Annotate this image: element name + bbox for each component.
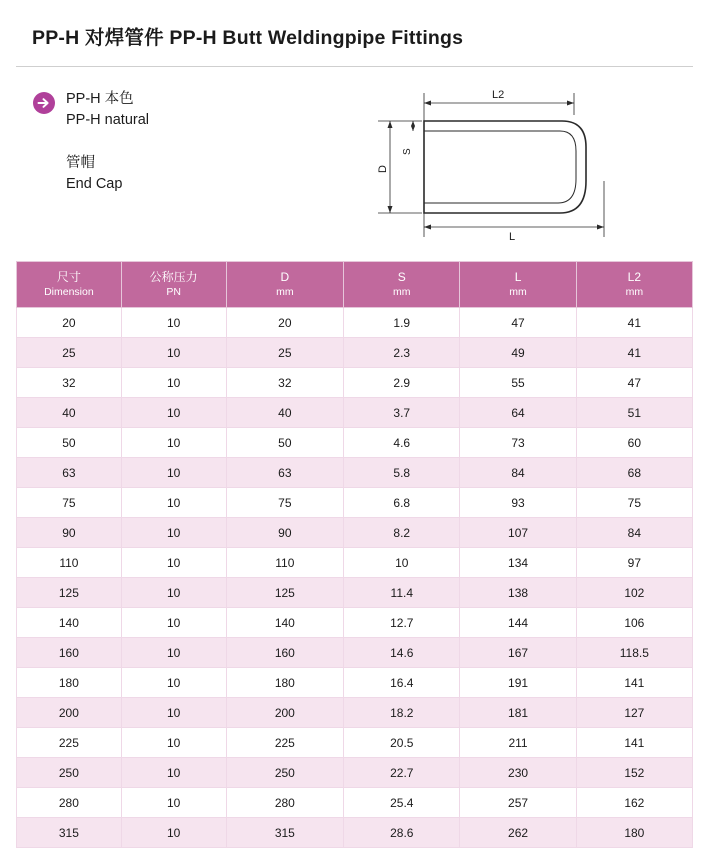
table-cell: 134: [460, 548, 576, 578]
table-cell: 47: [576, 368, 692, 398]
table-cell: 10: [121, 758, 226, 788]
material-name: [66, 89, 149, 131]
column-header-dimension: 尺寸 Dimension: [17, 262, 122, 308]
table-row: [17, 518, 693, 548]
table-cell: 50: [226, 428, 344, 458]
table-body: [17, 308, 693, 848]
table-cell: 127: [576, 698, 692, 728]
table-cell: 125: [17, 578, 122, 608]
table-cell: 32: [17, 368, 122, 398]
table-cell: 191: [460, 668, 576, 698]
table-cell: 141: [576, 668, 692, 698]
table-cell: 41: [576, 338, 692, 368]
table-cell: 25.4: [344, 788, 460, 818]
dim-label-l2: L2: [492, 89, 505, 101]
dim-label-l: L: [509, 231, 516, 243]
table-cell: 5.8: [344, 458, 460, 488]
table-cell: 12.7: [344, 608, 460, 638]
column-header-d: D mm: [226, 262, 344, 308]
table-row: [17, 698, 693, 728]
table-cell: 22.7: [344, 758, 460, 788]
table-cell: 18.2: [344, 698, 460, 728]
table-cell: 6.8: [344, 488, 460, 518]
product-name: [66, 153, 346, 195]
table-cell: 138: [460, 578, 576, 608]
table-cell: 180: [226, 668, 344, 698]
table-cell: 225: [17, 728, 122, 758]
table-cell: 4.6: [344, 428, 460, 458]
table-header-row: [17, 262, 693, 308]
table-cell: 97: [576, 548, 692, 578]
table-cell: 102: [576, 578, 692, 608]
table-cell: 93: [460, 488, 576, 518]
table-row: [17, 458, 693, 488]
table-cell: 10: [121, 518, 226, 548]
product-name-en: End Cap: [66, 176, 123, 193]
table-cell: 211: [460, 728, 576, 758]
table-cell: 200: [226, 698, 344, 728]
table-row: [17, 638, 693, 668]
table-cell: 110: [226, 548, 344, 578]
table-cell: 84: [576, 518, 692, 548]
table-row: [17, 728, 693, 758]
table-cell: 125: [226, 578, 344, 608]
column-header-pn: 公称压力 PN: [121, 262, 226, 308]
table-cell: 63: [17, 458, 122, 488]
table-cell: 10: [121, 548, 226, 578]
table-cell: 106: [576, 608, 692, 638]
table-cell: 280: [17, 788, 122, 818]
table-cell: 107: [460, 518, 576, 548]
table-cell: 25: [226, 338, 344, 368]
material-name-cn: PP-H 本色: [66, 91, 134, 107]
table-cell: 1.9: [344, 308, 460, 338]
page-header: [16, 0, 693, 56]
table-cell: 160: [226, 638, 344, 668]
table-cell: 25: [17, 338, 122, 368]
table-cell: 10: [344, 548, 460, 578]
table-cell: 230: [460, 758, 576, 788]
table-cell: 262: [460, 818, 576, 848]
table-cell: 40: [226, 398, 344, 428]
table-cell: 64: [460, 398, 576, 428]
table-cell: 10: [121, 428, 226, 458]
table-cell: 10: [121, 818, 226, 848]
table-cell: 73: [460, 428, 576, 458]
table-cell: 141: [576, 728, 692, 758]
table-cell: 75: [226, 488, 344, 518]
table-cell: 225: [226, 728, 344, 758]
table-row: [17, 368, 693, 398]
table-row: [17, 548, 693, 578]
table-cell: 10: [121, 638, 226, 668]
table-cell: 10: [121, 338, 226, 368]
table-cell: 10: [121, 398, 226, 428]
column-header-l2: L2 mm: [576, 262, 692, 308]
table-row: [17, 338, 693, 368]
table-cell: 167: [460, 638, 576, 668]
dim-label-s: S: [402, 148, 413, 155]
specifications-table: [16, 261, 693, 848]
table-cell: 75: [576, 488, 692, 518]
table-cell: 118.5: [576, 638, 692, 668]
table-cell: 10: [121, 578, 226, 608]
table-cell: 152: [576, 758, 692, 788]
table-cell: 20: [17, 308, 122, 338]
table-row: [17, 608, 693, 638]
product-summary: [16, 67, 693, 249]
table-row: [17, 308, 693, 338]
table-cell: 51: [576, 398, 692, 428]
table-cell: 10: [121, 728, 226, 758]
product-info: [16, 67, 346, 195]
dim-label-d: D: [377, 165, 389, 173]
table-cell: 180: [17, 668, 122, 698]
end-cap-technical-drawing: [364, 85, 664, 245]
table-cell: 10: [121, 458, 226, 488]
table-cell: 8.2: [344, 518, 460, 548]
column-header-s: S mm: [344, 262, 460, 308]
table-cell: 47: [460, 308, 576, 338]
table-cell: 41: [576, 308, 692, 338]
table-cell: 49: [460, 338, 576, 368]
page-title: PP-H 对焊管件 PP-H Butt Weldingpipe Fittings: [32, 27, 464, 49]
table-cell: 10: [121, 368, 226, 398]
table-row: [17, 668, 693, 698]
table-cell: 315: [17, 818, 122, 848]
table-cell: 10: [121, 668, 226, 698]
table-cell: 280: [226, 788, 344, 818]
table-cell: 63: [226, 458, 344, 488]
table-cell: 10: [121, 308, 226, 338]
table-cell: 250: [226, 758, 344, 788]
table-cell: 144: [460, 608, 576, 638]
table-cell: 140: [17, 608, 122, 638]
table-cell: 140: [226, 608, 344, 638]
table-cell: 2.9: [344, 368, 460, 398]
table-cell: 90: [226, 518, 344, 548]
table-cell: 32: [226, 368, 344, 398]
table-cell: 20.5: [344, 728, 460, 758]
table-row: [17, 788, 693, 818]
table-row: [17, 488, 693, 518]
table-cell: 28.6: [344, 818, 460, 848]
table-cell: 10: [121, 698, 226, 728]
table-cell: 3.7: [344, 398, 460, 428]
table-row: [17, 398, 693, 428]
table-cell: 200: [17, 698, 122, 728]
table-cell: 40: [17, 398, 122, 428]
table-cell: 160: [17, 638, 122, 668]
table-cell: 110: [17, 548, 122, 578]
table-cell: 2.3: [344, 338, 460, 368]
table-cell: 10: [121, 608, 226, 638]
column-header-l: L mm: [460, 262, 576, 308]
table-cell: 50: [17, 428, 122, 458]
table-cell: 180: [576, 818, 692, 848]
material-name-en: PP-H natural: [66, 112, 150, 129]
table-cell: 84: [460, 458, 576, 488]
table-row: [17, 818, 693, 848]
product-name-cn: 管帽: [66, 155, 95, 172]
table-row: [17, 428, 693, 458]
table-cell: 315: [226, 818, 344, 848]
arrow-right-circle-icon: [32, 91, 56, 115]
table-cell: 250: [17, 758, 122, 788]
table-cell: 10: [121, 788, 226, 818]
table-cell: 257: [460, 788, 576, 818]
table-cell: 16.4: [344, 668, 460, 698]
table-row: [17, 758, 693, 788]
table-cell: 10: [121, 488, 226, 518]
table-row: [17, 578, 693, 608]
table-cell: 11.4: [344, 578, 460, 608]
table-cell: 181: [460, 698, 576, 728]
table-cell: 90: [17, 518, 122, 548]
table-cell: 14.6: [344, 638, 460, 668]
table-cell: 60: [576, 428, 692, 458]
table-cell: 162: [576, 788, 692, 818]
table-cell: 55: [460, 368, 576, 398]
table-cell: 20: [226, 308, 344, 338]
table-cell: 75: [17, 488, 122, 518]
material-row: [32, 89, 346, 131]
product-drawing: [346, 67, 693, 249]
table-cell: 68: [576, 458, 692, 488]
